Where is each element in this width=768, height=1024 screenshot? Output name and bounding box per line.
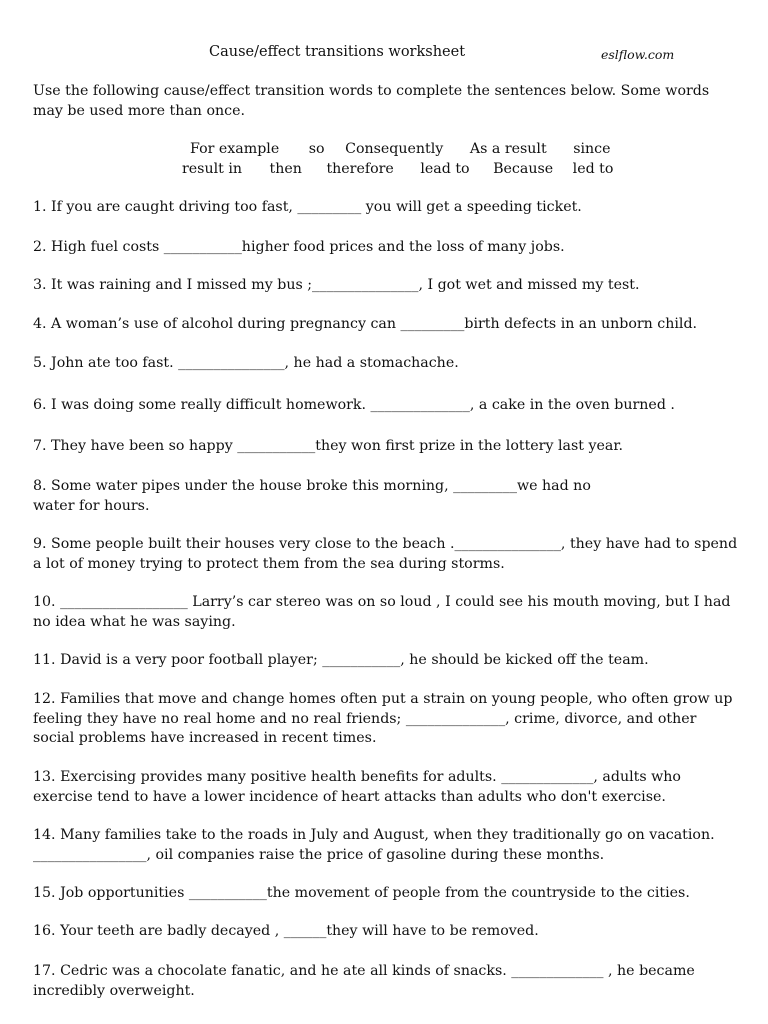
question-12: 12. Families that move and change homes often put a strain on young people, who often grow up feeling they have no real home and no real friends; ______________, crime, divorce, and other social problems have increased in recent times. bbox=[33, 691, 733, 746]
question-3: 3. It was raining and I missed my bus ;_______________, I got wet and missed my test. bbox=[33, 277, 640, 293]
instructions: Use the following cause/effect transition words to complete the sentences below. Some words may be used more than once. bbox=[33, 83, 710, 119]
word-bank-item: As a result bbox=[469, 141, 547, 157]
source-label: eslflow.com bbox=[601, 47, 675, 62]
question-17: 17. Cedric was a chocolate fanatic, and he ate all kinds of snacks. _____________ , he became incredibly overweight. bbox=[33, 963, 695, 999]
word-bank-item: since bbox=[573, 141, 611, 157]
question-4: 4. A woman’s use of alcohol during pregnancy can _________birth defects in an unborn child. bbox=[33, 316, 698, 332]
word-bank-item: Consequently bbox=[345, 141, 444, 157]
question-13: 13. Exercising provides many positive health benefits for adults. _____________, adults who exercise tend to have a lower incidence of heart attacks than adults who don't exercise. bbox=[33, 769, 681, 805]
word-bank-row-1 bbox=[190, 140, 611, 159]
question-6: 6. I was doing some really difficult homework. ______________, a cake in the oven burned . bbox=[33, 397, 675, 413]
worksheet-title: Cause/effect transitions worksheet bbox=[209, 44, 466, 60]
question-11: 11. David is a very poor football player; ___________, he should be kicked off the team. bbox=[33, 652, 649, 668]
question-8: 8. Some water pipes under the house broke this morning, _________we had no water for hours. bbox=[33, 478, 591, 514]
question-5: 5. John ate too fast. _______________, he had a stomachache. bbox=[33, 355, 459, 371]
question-10: 10. __________________ Larry’s car stereo was on so loud , I could see his mouth moving, but I had no idea what he was saying. bbox=[33, 594, 731, 630]
word-bank-row-2 bbox=[182, 160, 613, 179]
question-15: 15. Job opportunities ___________the movement of people from the countryside to the cities. bbox=[33, 885, 690, 901]
word-bank-item: led to bbox=[572, 161, 614, 177]
question-7: 7. They have been so happy ___________they won first prize in the lottery last year. bbox=[33, 438, 624, 454]
question-1: 1. If you are caught driving too fast, _________ you will get a speeding ticket. bbox=[33, 199, 582, 215]
question-16: 16. Your teeth are badly decayed , ______they will have to be removed. bbox=[33, 923, 539, 939]
word-bank-item: For example bbox=[190, 141, 280, 157]
word-bank-item: then bbox=[269, 161, 302, 177]
word-bank-item: so bbox=[308, 141, 325, 157]
word-bank-item: lead to bbox=[420, 161, 470, 177]
word-bank-item: Because bbox=[493, 161, 554, 177]
question-14: 14. Many families take to the roads in July and August, when they traditionally go on vacation. ________________, oil companies raise the price of gasoline during these months. bbox=[33, 827, 715, 863]
question-2: 2. High fuel costs ___________higher food prices and the loss of many jobs. bbox=[33, 239, 565, 255]
question-9: 9. Some people built their houses very close to the beach ._______________, they have had to spend a lot of money trying to protect them from the sea during storms. bbox=[33, 536, 738, 572]
word-bank-item: result in bbox=[182, 161, 243, 177]
word-bank-item: therefore bbox=[326, 161, 394, 177]
